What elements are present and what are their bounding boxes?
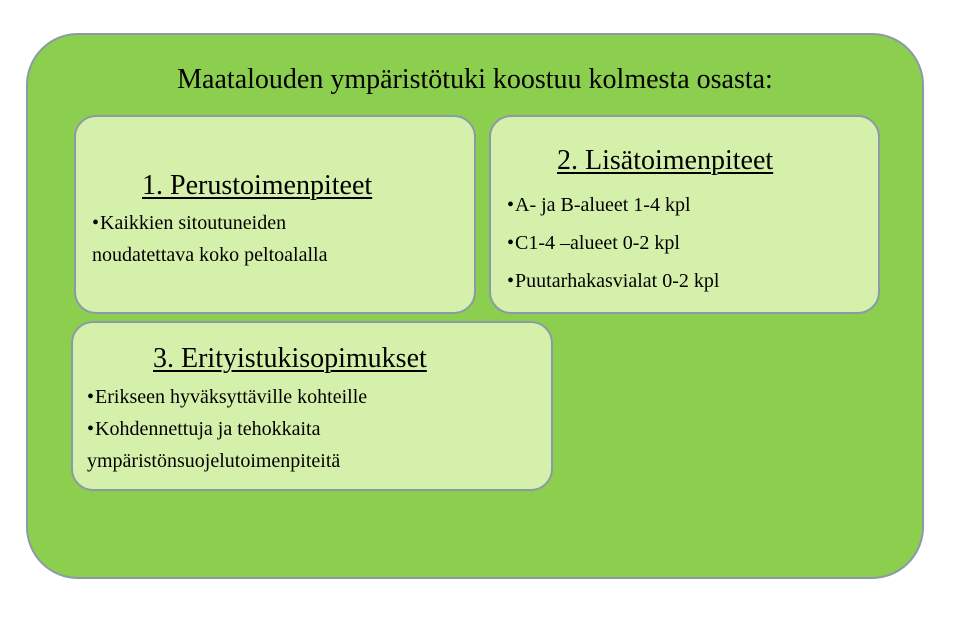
box-title: 1. Perustoimenpiteet bbox=[142, 170, 373, 201]
bullet-continuation bbox=[92, 239, 327, 271]
box-perustoimenpiteet bbox=[74, 115, 476, 314]
bullet-text: Kaikkien sitoutuneiden bbox=[100, 212, 287, 234]
box-title: 3. Erityistukisopimukset bbox=[153, 343, 427, 374]
bullet-item bbox=[507, 186, 719, 224]
bullet-icon: • bbox=[507, 270, 515, 292]
bullet-text: C1-4 –alueet 0-2 kpl bbox=[515, 232, 680, 254]
bullet-item bbox=[507, 262, 719, 300]
bullet-list bbox=[92, 207, 327, 271]
bullet-text: Erikseen hyväksyttäville kohteille bbox=[95, 386, 368, 408]
box-lisatoimenpiteet bbox=[489, 115, 880, 314]
bullet-list bbox=[507, 186, 719, 300]
bullet-continuation bbox=[87, 445, 367, 477]
box-erityistukisopimukset bbox=[71, 321, 553, 491]
bullet-icon: • bbox=[87, 386, 95, 408]
bullet-list bbox=[87, 381, 367, 477]
box-title: 2. Lisätoimenpiteet bbox=[557, 145, 774, 176]
bullet-icon: • bbox=[507, 194, 515, 216]
bullet-text: ympäristönsuojelutoimenpiteitä bbox=[87, 450, 341, 472]
bullet-item bbox=[507, 224, 719, 262]
bullet-text: Kohdennettuja ja tehokkaita bbox=[95, 418, 321, 440]
bullet-text: noudatettava koko peltoalalla bbox=[92, 244, 328, 266]
bullet-icon: • bbox=[507, 232, 515, 254]
bullet-item bbox=[87, 381, 367, 413]
bullet-icon: • bbox=[87, 418, 95, 440]
bullet-item bbox=[92, 207, 327, 239]
bullet-item bbox=[87, 413, 367, 445]
diagram-title: Maatalouden ympäristötuki koostuu kolmesta osasta: bbox=[177, 64, 773, 95]
bullet-text: A- ja B-alueet 1-4 kpl bbox=[515, 194, 691, 216]
bullet-icon: • bbox=[92, 212, 100, 234]
bullet-text: Puutarhakasvialat 0-2 kpl bbox=[515, 270, 720, 292]
